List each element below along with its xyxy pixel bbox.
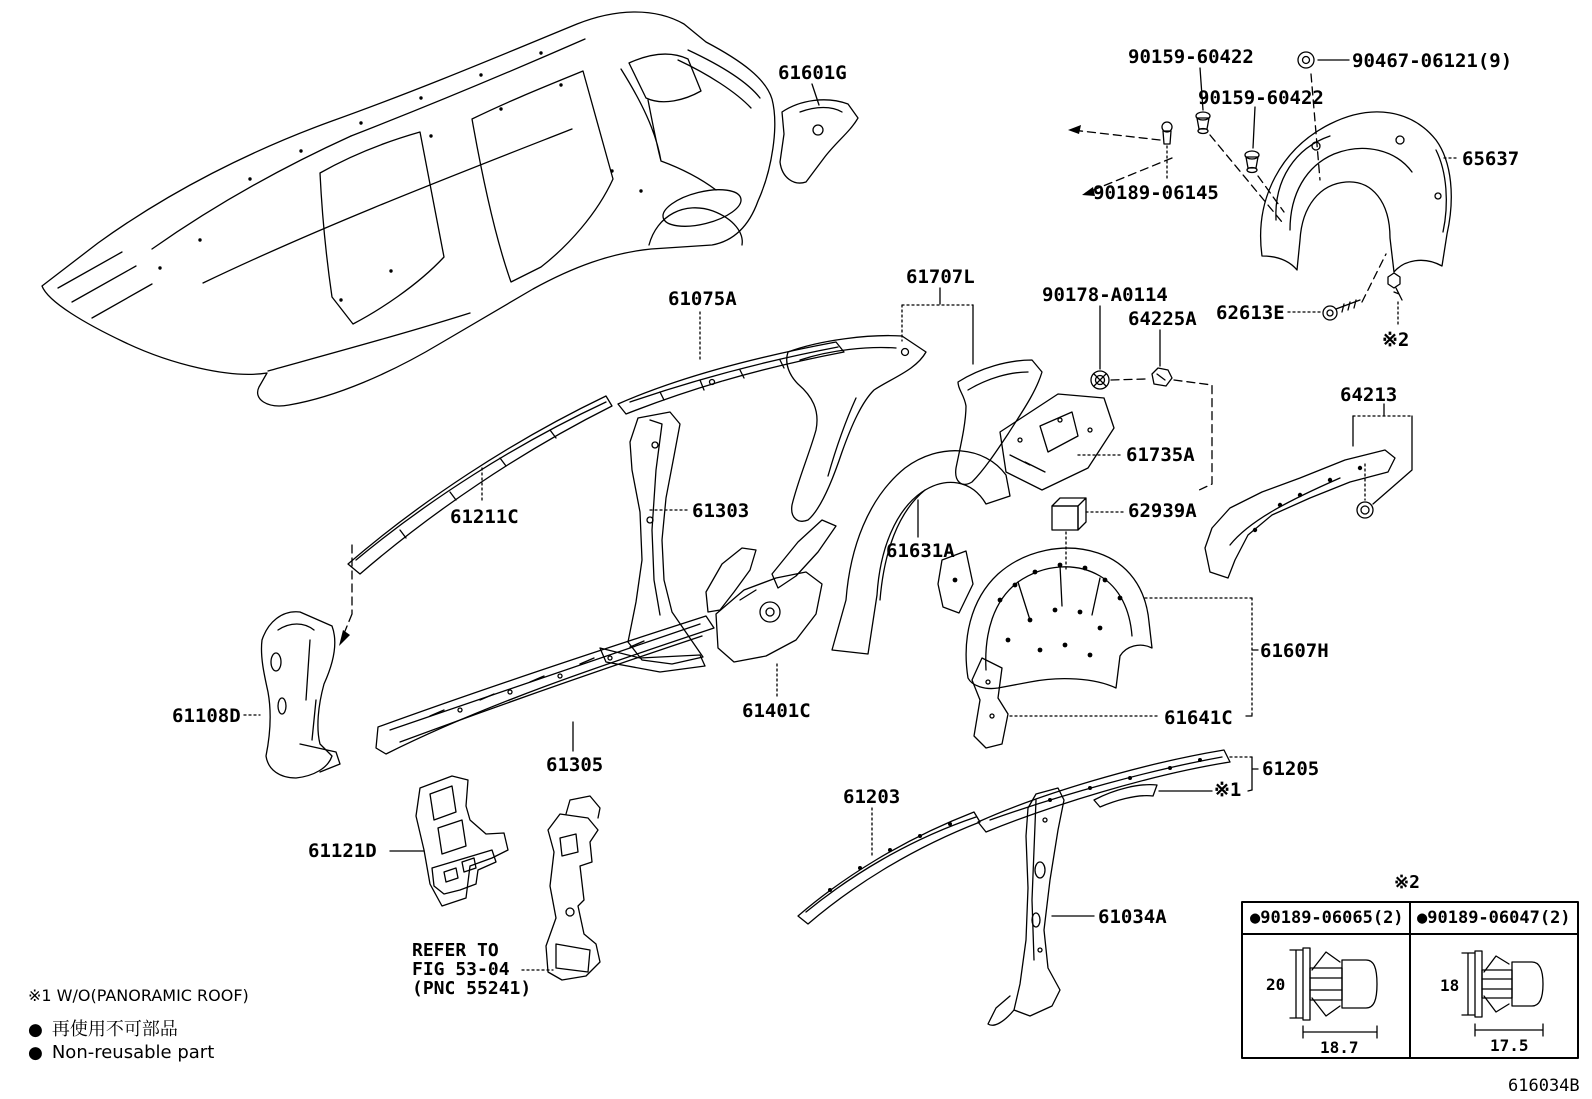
label-90178-a0114: 90178-A0114: [1042, 284, 1168, 306]
label-61211c: 61211C: [450, 506, 519, 528]
label-61601g: 61601G: [778, 62, 847, 84]
legend-jp-text: 再使用不可部品: [51, 1019, 178, 1040]
part-61211c-drawing: [348, 396, 612, 574]
table-title-ref2: ※2: [1394, 872, 1420, 893]
dim-height-left: 20: [1266, 975, 1286, 994]
part-61735a-drawing: [1000, 394, 1122, 490]
label-61075a: 61075A: [668, 288, 737, 310]
part-61203-drawing: [798, 808, 980, 924]
label-61641c: 61641C: [1164, 707, 1233, 729]
label-61735a: 61735A: [1126, 444, 1195, 466]
label-62939a: 62939A: [1128, 500, 1197, 522]
label-ref1-marker: ※1: [1214, 779, 1242, 801]
dim-width-left: 18.7: [1320, 1038, 1359, 1057]
part-65637-drawing: [1261, 112, 1459, 272]
label-61305: 61305: [546, 754, 604, 776]
part-64213-drawing: [1205, 404, 1412, 578]
refer-note-line1: REFER TO: [412, 940, 499, 961]
label-61203: 61203: [843, 786, 901, 808]
label-61108d: 61108D: [172, 705, 241, 727]
label-61205: 61205: [1262, 758, 1320, 780]
label-90159-60422-b: 90159-60422: [1198, 87, 1324, 109]
non-reusable-marker-icon: ●: [1417, 908, 1428, 928]
label-61401c: 61401C: [742, 700, 811, 722]
legend-note1: ※1 W/O(PANORAMIC ROOF): [28, 986, 249, 1005]
label-61034a: 61034A: [1098, 906, 1167, 928]
part-61034a-drawing: [988, 788, 1094, 1025]
bullet-icon: ●: [28, 1043, 43, 1063]
table-header-left: ●90189-06065(2): [1250, 908, 1404, 928]
table-header-right: ●90189-06047(2): [1417, 908, 1571, 928]
non-reusable-marker-icon: ●: [1250, 908, 1261, 928]
dim-height-right: 18: [1440, 976, 1460, 995]
bullet-icon: ●: [28, 1020, 43, 1040]
label-64225a: 64225A: [1128, 308, 1197, 330]
part-61607h-drawing: [938, 548, 1258, 716]
part-61641c-drawing: [972, 658, 1160, 748]
part-refer-drawing: [522, 796, 600, 980]
label-64213: 64213: [1340, 384, 1398, 406]
part-61305-drawing: [376, 616, 714, 754]
legend-en-row: [28, 1042, 214, 1063]
label-90159-60422-a: 90159-60422: [1128, 46, 1254, 68]
label-61707l: 61707L: [906, 266, 975, 288]
part-62939a-drawing: [1052, 498, 1124, 572]
legend-en-text: Non-reusable part: [51, 1042, 215, 1063]
part-61707l-drawing: [787, 288, 1042, 521]
screw-62613e-drawing: [1288, 254, 1402, 326]
figure-code: 616034B: [1508, 1076, 1580, 1096]
label-90189-06145: 90189-06145: [1093, 182, 1219, 204]
refer-note-line2: FIG 53-04: [412, 959, 510, 980]
label-61607h: 61607H: [1260, 640, 1329, 662]
label-61303: 61303: [692, 500, 750, 522]
legend-jp-row: [28, 1015, 178, 1041]
label-90467-06121: 90467-06121(9): [1352, 50, 1513, 72]
part-61401c-drawing: [706, 520, 836, 698]
car-body-drawing: [42, 12, 775, 406]
label-61631a: 61631A: [886, 540, 955, 562]
part-61108d-drawing: [244, 545, 352, 778]
label-61121d: 61121D: [308, 840, 377, 862]
refer-note-line3: (PNC 55241): [412, 978, 532, 999]
dim-width-right: 17.5: [1490, 1036, 1529, 1055]
label-65637: 65637: [1462, 148, 1520, 170]
label-ref2-upper: ※2: [1382, 329, 1410, 351]
label-62613e: 62613E: [1216, 302, 1285, 324]
part-61121d-drawing: [390, 776, 508, 906]
part-61601g-drawing: [780, 84, 858, 183]
